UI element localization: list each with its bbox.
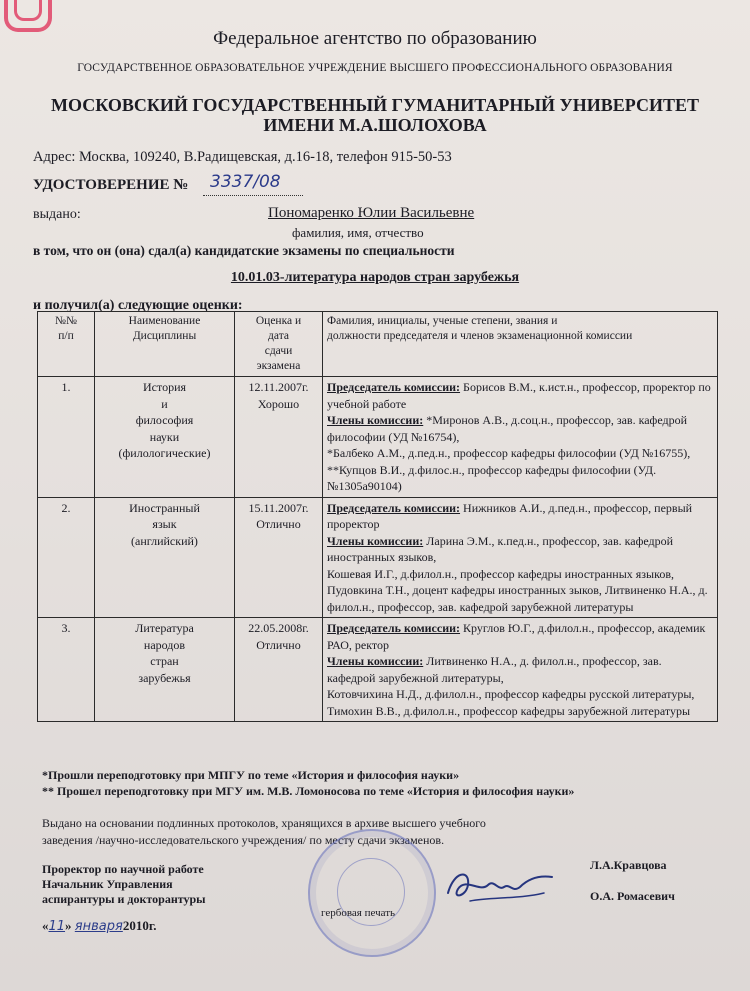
exam-grade: Хорошо: [257, 396, 300, 411]
table-row: [38, 497, 718, 618]
members-extra: Кошевая И.Г., д.филол.н., профессор кафедры иностранных языков, Пудовкина Т.Н., доцент кафедры иностранных зыков, Литвиненко Н.А., д. филол.н., профессор, зав. кафедрой зарубежной литературы: [327, 566, 708, 614]
table-row: [38, 377, 718, 498]
exam-grade: Отлично: [256, 637, 301, 652]
signer2-name: О.А. Ромасевич: [590, 889, 675, 903]
institution-type: ГОСУДАРСТВЕННОЕ ОБРАЗОВАТЕЛЬНОЕ УЧРЕЖДЕНИЕ ВЫСШЕГО ПРОФЕССИОНАЛЬНОГО ОБРАЗОВАНИЯ: [77, 62, 673, 74]
certificate-number: 3337/08: [210, 172, 281, 192]
exam-grade: Отлично: [256, 517, 301, 531]
signer1-name: Л.А.Кравцова: [590, 858, 667, 872]
specialty: 10.01.03-литература народов стран зарубежья: [230, 270, 520, 285]
discipline-cell: Литература народов стран зарубежья: [95, 618, 235, 722]
members-text: Литвиненко Н.А., д. филол.н., профессор, зав. кафедрой зарубежной литературы,: [327, 654, 662, 685]
header-grade: Оценка и дата сдачи экзамена: [235, 312, 323, 377]
table-row: [38, 618, 718, 722]
members-label: Члены комиссии:: [327, 533, 424, 548]
row-number: 1.: [38, 377, 95, 498]
row-number: 2.: [38, 497, 95, 618]
header-commission: Фамилия, инициалы, ученые степени, звания и должности председателя и членов экзаменационной комиссии: [323, 312, 718, 377]
chair-text: Борисов В.М., к.ист.н., профессор, проректор по учебной работе: [327, 380, 711, 411]
commission-cell: [323, 377, 718, 498]
header-discipline: Наименование Дисциплины: [95, 312, 235, 377]
exam-date: 15.11.2007г.: [248, 500, 309, 515]
members-extra: *Балбеко А.М., д.пед.н., профессор кафедры философии (УД №16755),: [327, 446, 691, 460]
issue-date-day: 11: [48, 919, 66, 934]
signer1-title: Проректор по научной работе: [42, 862, 204, 876]
address: Адрес: Москва, 109240, В.Радищевская, д.16-18, телефон 915-50-53: [33, 149, 452, 165]
members-label: Члены комиссии:: [327, 654, 424, 668]
grades-intro: и получил(а) следующие оценки:: [33, 298, 243, 313]
university-name-line2: ИМЕНИ М.А.ШОЛОХОВА: [263, 115, 487, 135]
members-text: Ларина Э.М., к.пед.н., профессор, зав. кафедрой иностранных языков,: [327, 533, 674, 564]
signer2-title: Начальник Управления аспирантуры и докторантуры: [42, 877, 206, 906]
exam-date: 12.11.2007г.: [248, 380, 309, 394]
issue-date-month: января: [74, 919, 123, 934]
paperclip-inner: [14, 0, 42, 21]
footnote-1: *Прошли переподготовку при МПГУ по теме «История и философия науки»: [42, 768, 460, 782]
commission-cell: [323, 497, 718, 618]
issued-label: выдано:: [33, 207, 81, 222]
commission-cell: [323, 618, 718, 722]
holder-name-hint: фамилия, имя, отчество: [292, 225, 424, 240]
exam-table: [37, 311, 718, 722]
grade-cell: [235, 377, 323, 498]
exam-date: 22.05.2008г.: [248, 621, 309, 635]
issue-date: «11» января2010г.: [42, 918, 157, 934]
signature-image: [440, 863, 560, 909]
agency-title: Федеральное агентство по образованию: [213, 28, 537, 49]
discipline-cell: История и философия науки (филологические): [95, 377, 235, 498]
university-name: [0, 95, 750, 135]
members-label: Члены комиссии:: [327, 413, 424, 427]
university-name-line1: МОСКОВСКИЙ ГОСУДАРСТВЕННЫЙ ГУМАНИТАРНЫЙ УНИВЕРСИТЕТ: [51, 95, 699, 115]
issue-date-year: 2010г.: [122, 918, 157, 933]
members-extra: Котовчихина Н.Д., д.филол.н., профессор кафедры русской литературы, Тимохин В.В., д.филол.н., профессор кафедры зарубежной литературы: [327, 687, 695, 718]
discipline-cell: Иностранный язык (английский): [95, 497, 235, 618]
certificate-label: УДОСТОВЕРЕНИЕ №: [33, 177, 189, 193]
chair-text: Нижников А.И., д.пед.н., профессор, первый проректор: [327, 500, 693, 531]
chair-text: Круглов Ю.Г., д.филол.н., профессор, академик РАО, ректор: [327, 621, 706, 652]
table-header-row: [38, 312, 718, 377]
members-text: *Миронов А.В., д.соц.н., профессор, зав. кафедрой философии (УД №16754),: [327, 413, 688, 444]
passed-text: в том, что он (она) сдал(а) кандидатские экзамены по специальности: [33, 243, 455, 258]
row-number: 3.: [38, 618, 95, 722]
certificate-number-line: [203, 195, 303, 196]
chair-label: Председатель комиссии:: [327, 380, 461, 394]
holder-name: Пономаренко Юлии Васильевне: [268, 205, 475, 221]
grade-cell: [235, 618, 323, 722]
footnote-2: ** Прошел переподготовку при МГУ им. М.В. Ломоносова по теме «История и философия науки»: [42, 784, 575, 798]
header-number: №№ п/п: [38, 312, 95, 377]
seal-label: гербовая печать: [321, 907, 396, 919]
grade-cell: [235, 497, 323, 618]
chair-label: Председатель комиссии:: [327, 500, 461, 515]
chair-label: Председатель комиссии:: [327, 621, 461, 635]
members-extra: **Купцов В.И., д.филос.н., профессор кафедры философии (УД. №1305а90104): [327, 462, 657, 493]
basis-text: Выдано на основании подлинных протоколов, хранящихся в архиве высшего учебного заведения /научно-исследовательского учреждения/ по месту сдачи экзаменов.: [42, 816, 486, 847]
